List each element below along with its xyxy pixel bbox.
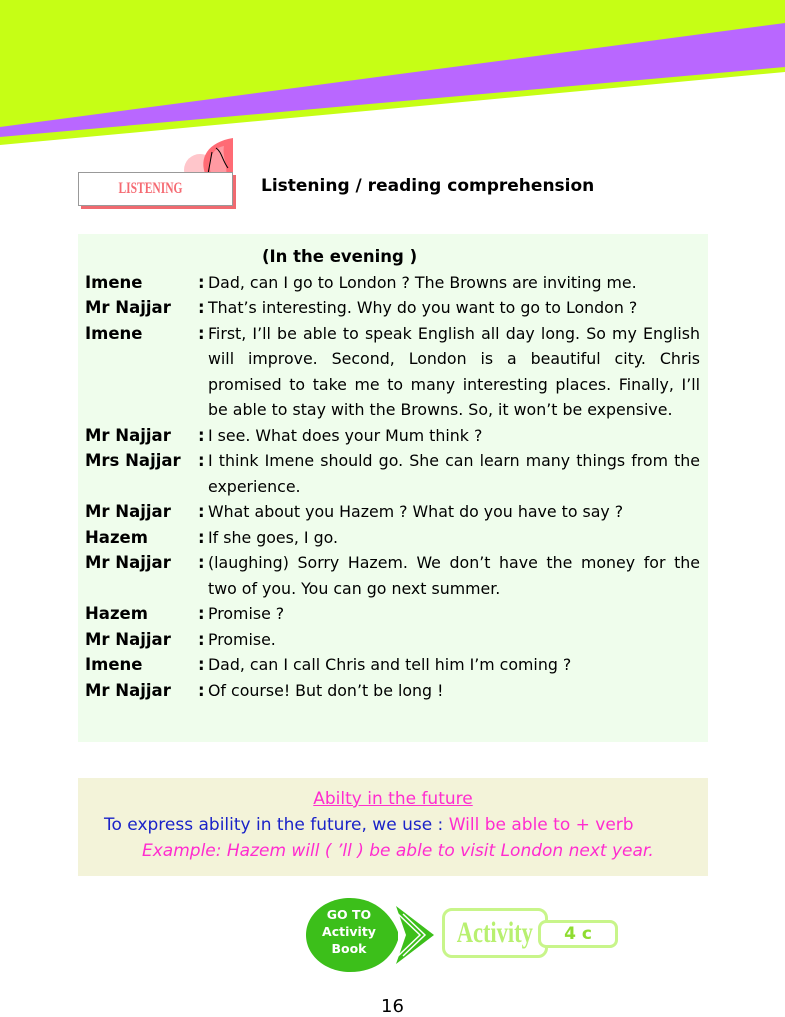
colon: : [198, 553, 205, 572]
speaker-name: Mr Najjar [85, 298, 171, 317]
dialogue-line [85, 270, 700, 296]
listening-label: LISTENING [118, 180, 183, 197]
colon: : [198, 680, 205, 700]
grammar-rule [104, 815, 634, 835]
dialogue-line [85, 525, 700, 551]
speech-text: Of course! But don’t be long ! [208, 680, 444, 700]
speaker-name: Imene [85, 272, 143, 292]
colon: : [198, 298, 205, 317]
grammar-box [78, 778, 708, 876]
speaker-name: Hazem [85, 527, 148, 547]
speaker-name: Mr Najjar [85, 502, 171, 521]
speaker-name: Mr Najjar [85, 553, 171, 572]
speech-text: If she goes, I go. [208, 527, 339, 547]
speech-text: What about you Hazem ? What do you have to say ? [208, 502, 624, 521]
dialogue-line [85, 423, 700, 449]
dialogue-line [85, 550, 700, 601]
activity-number: 4 c [538, 920, 618, 948]
dialogue-line [85, 448, 700, 499]
go-to-line: Book [331, 941, 367, 956]
speaker-name: Imene [85, 655, 143, 674]
grammar-title: Abilty in the future [313, 789, 473, 809]
dialogue-line [85, 601, 700, 627]
go-to-text[interactable] [306, 906, 392, 957]
rule-prefix: To express ability in the future, we use : [104, 815, 449, 835]
speaker-name: Imene [85, 323, 143, 343]
dialogue-line [85, 678, 700, 704]
speaker-name: Hazem [85, 604, 148, 623]
dialogue-line [85, 499, 700, 525]
colon: : [198, 527, 205, 547]
go-to-line: GO TO [326, 907, 372, 922]
grammar-example: Example: Hazem will ( ’ll ) be able to visit London next year. [142, 841, 654, 861]
colon: : [198, 604, 205, 623]
speaker-name: Mr Najjar [85, 680, 171, 700]
colon: : [198, 425, 205, 445]
page-number: 16 [381, 996, 404, 1017]
speaker-name: Mrs Najjar [85, 451, 181, 470]
activity-label-box [442, 908, 548, 958]
dialogue-line [85, 627, 700, 653]
speech-text: I see. What does your Mum think ? [208, 425, 483, 445]
section-title: Listening / reading comprehension [261, 176, 595, 196]
speech-text: Promise ? [208, 604, 285, 623]
speech-text: Dad, can I go to London ? The Browns are inviting me. [208, 272, 637, 292]
speech-text: First, I’ll be able to speak English all day long. So my English will improve. Second, London is a beautiful city. Chris promised to take me to many interesting places. Finally, I’ll be able to stay with the Browns. So, it won’t be expensive. [208, 323, 700, 419]
colon: : [198, 451, 205, 470]
speaker-name: Mr Najjar [85, 629, 171, 649]
dialogue-line [85, 295, 700, 321]
speech-text: Dad, can I call Chris and tell him I’m coming ? [208, 655, 572, 674]
colon: : [198, 323, 205, 343]
activity-label: Activity [456, 916, 534, 949]
dialogue-box [78, 234, 708, 742]
colon: : [198, 655, 205, 674]
colon: : [198, 502, 205, 521]
colon: : [198, 272, 205, 292]
dialogue-line [85, 321, 700, 423]
colon: : [198, 629, 205, 649]
speech-text: I think Imene should go. She can learn many things from the experience. [208, 451, 700, 496]
speech-text: (laughing) Sorry Hazem. We don’t have the money for the two of you. You can go next summer. [208, 553, 700, 598]
speaker-name: Mr Najjar [85, 425, 171, 445]
rule-form: Will be able to + verb [448, 815, 634, 835]
go-to-line: Activity [322, 924, 376, 939]
speech-text: That’s interesting. Why do you want to go to London ? [208, 298, 638, 317]
listening-badge [78, 138, 238, 210]
header-banner [0, 0, 785, 150]
speech-text: Promise. [208, 629, 276, 649]
scene-heading: (In the evening ) [262, 247, 418, 266]
dialogue-line [85, 652, 700, 678]
